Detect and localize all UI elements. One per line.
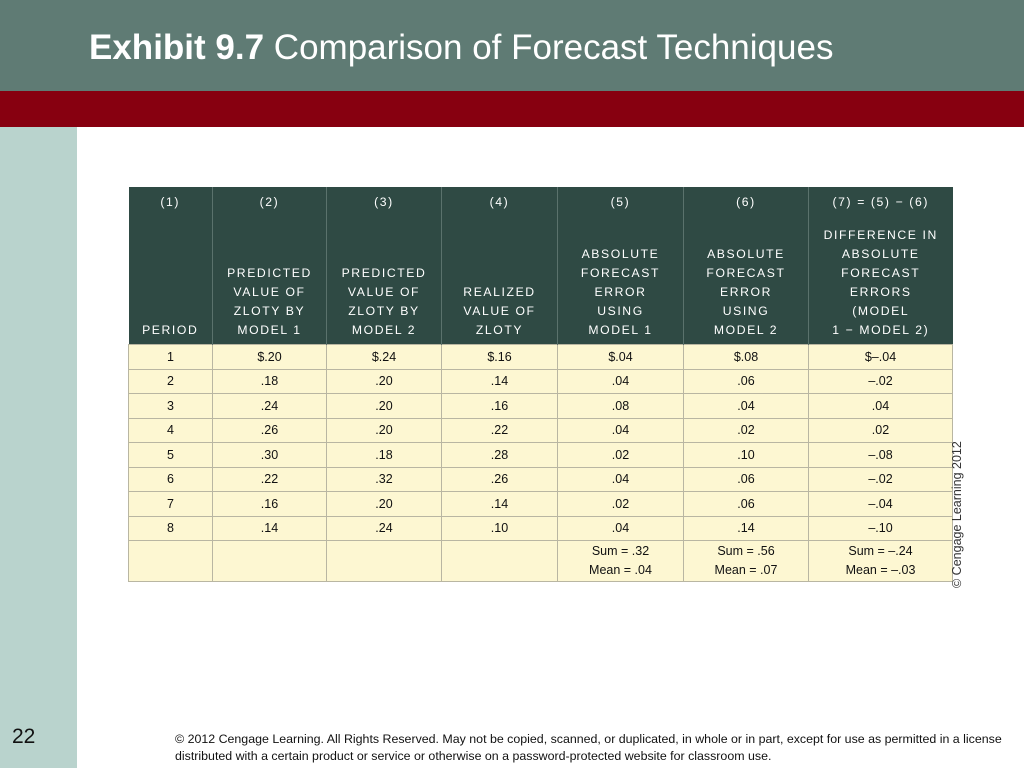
table-cell: .20	[327, 418, 442, 443]
table-cell: 2	[129, 369, 213, 394]
slide-number: 22	[12, 725, 36, 748]
table-cell: .04	[684, 394, 809, 419]
table-row	[129, 443, 953, 468]
summary-row	[129, 541, 953, 582]
table-cell: .14	[684, 516, 809, 541]
column-header-line: ABSOLUTE	[707, 247, 785, 261]
table-row	[129, 418, 953, 443]
side-copyright: © Cengage Learning 2012	[950, 441, 964, 588]
slide-title	[89, 26, 833, 70]
table-row	[129, 492, 953, 517]
table-cell: 4	[129, 418, 213, 443]
table-row	[129, 516, 953, 541]
column-header-line: USING	[722, 304, 770, 318]
column-header-line: (MODEL	[852, 304, 910, 318]
column-number: (1)	[129, 187, 213, 217]
column-header-line: ZLOTY BY	[348, 304, 420, 318]
column-header-line: ERROR	[719, 285, 772, 299]
table-cell: .26	[442, 467, 558, 492]
table-row	[129, 467, 953, 492]
table-cell: .08	[558, 394, 684, 419]
table-cell: $.08	[684, 345, 809, 370]
summary-line: Mean = .04	[589, 563, 652, 577]
side-bar	[0, 127, 77, 768]
table-cell: 1	[129, 345, 213, 370]
column-header-line: ZLOTY BY	[233, 304, 306, 318]
table-cell: 8	[129, 516, 213, 541]
table-cell: .24	[327, 516, 442, 541]
summary-line: Sum = –.24	[848, 544, 913, 558]
column-header-line: VALUE OF	[463, 304, 536, 318]
column-header-line: ABSOLUTE	[841, 247, 920, 261]
column-header	[327, 217, 442, 345]
table-cell: .22	[442, 418, 558, 443]
table-cell: .14	[213, 516, 327, 541]
table-row	[129, 394, 953, 419]
table-cell: .30	[213, 443, 327, 468]
column-header-line: USING	[597, 304, 644, 318]
column-header-line: VALUE OF	[347, 285, 421, 299]
table-cell: .10	[442, 516, 558, 541]
table-cell: $.16	[442, 345, 558, 370]
title-bar	[0, 0, 1024, 91]
column-header-line: MODEL 1	[588, 323, 653, 337]
column-header-line: VALUE OF	[233, 285, 306, 299]
forecast-comparison-table	[128, 187, 953, 582]
column-number: (6)	[684, 187, 809, 217]
table-row	[129, 345, 953, 370]
footer-copyright: © 2012 Cengage Learning. All Rights Reserved. May not be copied, scanned, or duplicated, in whole or in part, except for use as permitted in a license distributed with a certain product or service or otherwise on a password-protected website for classroom use.	[175, 732, 1002, 763]
table-cell: .02	[684, 418, 809, 443]
table-cell: 7	[129, 492, 213, 517]
table-cell: 5	[129, 443, 213, 468]
table-cell: .18	[213, 369, 327, 394]
summary-line: Sum = .32	[591, 544, 650, 558]
summary-cell	[684, 541, 809, 582]
slide-title-rest: Comparison of Forecast Techniques	[273, 28, 834, 67]
table-cell: .18	[327, 443, 442, 468]
column-header-line: ERROR	[594, 285, 647, 299]
column-number: (5)	[558, 187, 684, 217]
table-cell: .20	[327, 492, 442, 517]
column-header	[809, 217, 953, 345]
table-cell: .02	[558, 443, 684, 468]
table-cell: .06	[684, 369, 809, 394]
table-cell: $–.04	[809, 345, 953, 370]
column-header-line: ABSOLUTE	[581, 247, 660, 261]
table-cell: .06	[684, 467, 809, 492]
table-cell: $.24	[327, 345, 442, 370]
table-row	[129, 369, 953, 394]
table-cell: .20	[327, 369, 442, 394]
column-header	[129, 217, 213, 345]
table-cell: .26	[213, 418, 327, 443]
table-cell: .06	[684, 492, 809, 517]
table-cell: .04	[558, 418, 684, 443]
table-cell: .16	[442, 394, 558, 419]
table-cell: .04	[558, 369, 684, 394]
column-header-line: PREDICTED	[341, 266, 427, 280]
column-number: (2)	[213, 187, 327, 217]
table-cell: .04	[558, 467, 684, 492]
column-header-line: REALIZED	[463, 285, 536, 299]
table-cell: .22	[213, 467, 327, 492]
summary-line: Sum = .56	[717, 544, 775, 558]
column-number: (4)	[442, 187, 558, 217]
table-cell: –.04	[809, 492, 953, 517]
summary-line: Mean = –.03	[845, 563, 916, 577]
table-cell: $.04	[558, 345, 684, 370]
table-cell: .10	[684, 443, 809, 468]
table-body	[129, 345, 953, 582]
column-header-line: MODEL 2	[351, 323, 417, 337]
summary-cell	[129, 541, 213, 582]
column-header-line: FORECAST	[706, 266, 786, 280]
table-cell: .02	[809, 418, 953, 443]
table-cell: –.02	[809, 369, 953, 394]
column-header	[558, 217, 684, 345]
summary-line: Mean = .07	[714, 563, 778, 577]
table-cell: .24	[213, 394, 327, 419]
table-cell: –.10	[809, 516, 953, 541]
column-header-row	[129, 217, 953, 345]
slide-title-bold: Exhibit 9.7	[89, 28, 265, 67]
table-cell: .02	[558, 492, 684, 517]
table-cell: .14	[442, 369, 558, 394]
table-cell: –.02	[809, 467, 953, 492]
summary-cell	[213, 541, 327, 582]
column-header-line: ZLOTY	[475, 323, 524, 337]
table-cell: $.20	[213, 345, 327, 370]
table-cell: 3	[129, 394, 213, 419]
table-cell: –.08	[809, 443, 953, 468]
accent-bar	[0, 91, 1024, 127]
column-header-line: PREDICTED	[227, 266, 312, 280]
column-header	[213, 217, 327, 345]
table-cell: .16	[213, 492, 327, 517]
column-header	[684, 217, 809, 345]
column-number: (3)	[327, 187, 442, 217]
column-header-line: ERRORS	[849, 285, 912, 299]
table-cell: .32	[327, 467, 442, 492]
column-header-line: FORECAST	[580, 266, 661, 280]
table-cell: .04	[809, 394, 953, 419]
column-header	[442, 217, 558, 345]
column-number-row	[129, 187, 953, 217]
table-cell: .20	[327, 394, 442, 419]
summary-cell	[327, 541, 442, 582]
table-cell: .04	[558, 516, 684, 541]
column-header-line: MODEL 2	[713, 323, 779, 337]
column-header-line: PERIOD	[142, 323, 199, 337]
summary-cell	[442, 541, 558, 582]
column-header-line: 1 − MODEL 2)	[832, 323, 930, 337]
table-cell: .28	[442, 443, 558, 468]
summary-cell	[809, 541, 953, 582]
column-header-line: DIFFERENCE IN	[823, 228, 938, 242]
column-header-line: MODEL 1	[237, 323, 302, 337]
summary-cell	[558, 541, 684, 582]
table-cell: .14	[442, 492, 558, 517]
column-header-line: FORECAST	[841, 266, 921, 280]
column-number: (7) = (5) − (6)	[809, 187, 953, 217]
table-cell: 6	[129, 467, 213, 492]
